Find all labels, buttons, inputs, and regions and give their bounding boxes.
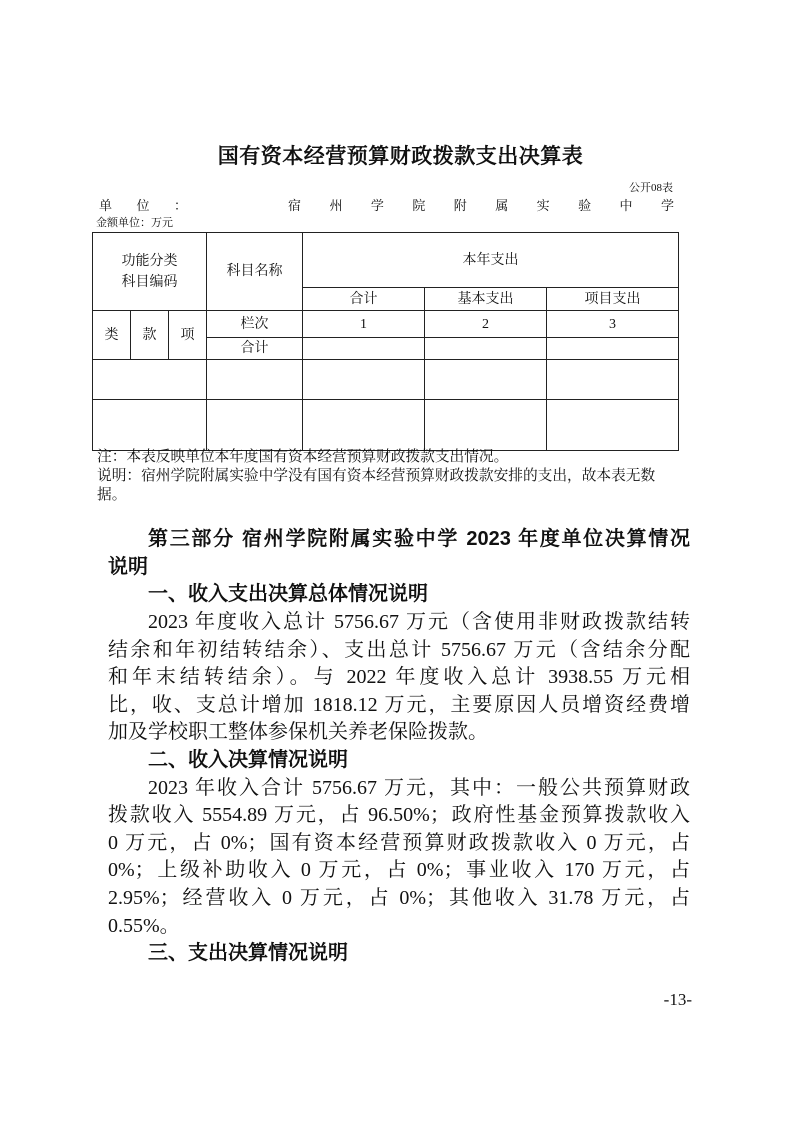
table-cell-empty [547, 400, 679, 451]
expense-table [92, 232, 679, 451]
table-cell-empty [547, 338, 679, 360]
paragraph-line: 0.55%。 [108, 914, 180, 937]
project-expense-header: 项目支出 [547, 288, 679, 311]
table-cell-empty [207, 360, 303, 400]
total-row-label: 合计 [207, 338, 303, 360]
table-cell-empty [547, 360, 679, 400]
paragraph-line: 2.95%；经营收入 0 万元，占 0%；其他收入 31.78 万元，占 [108, 886, 690, 909]
note-line: 注：本表反映单位本年度国有资本经营预算财政拨款支出情况。 [97, 449, 509, 465]
section-heading-expenditure: 三、支出决算情况说明 [148, 942, 348, 965]
table-notes [97, 448, 687, 505]
table-cell-empty [93, 400, 207, 451]
part-heading-continued: 说明 [108, 555, 148, 578]
paragraph-line: 比，收、支总计增加 1818.12 万元，主要原因人员增资经费增 [108, 693, 690, 716]
total-header: 合计 [303, 288, 425, 311]
subject-name-header: 科目名称 [207, 233, 303, 311]
paragraph-line: 和年末结转结余）。与 2022 年度收入总计 3938.55 万元相 [108, 666, 690, 689]
unit-label: 单位： [99, 198, 187, 213]
paragraph-line: 结余和年初结转结余）、支出总计 5756.67 万元（含结余分配 [108, 638, 690, 661]
table-cell-empty [207, 400, 303, 451]
paragraph-line: 2023 年收入合计 5756.67 万元，其中：一般公共预算财政 [148, 776, 690, 799]
explanation-line: 据。 [97, 487, 127, 503]
table-header-row [93, 233, 679, 288]
part-heading: 第三部分 宿州学院附属实验中学 2023 年度单位决算情况 [148, 528, 690, 551]
paragraph-line: 0 万元，占 0%；国有资本经营预算财政拨款收入 0 万元，占 [108, 831, 690, 854]
func-class-label: 功能分类 [121, 253, 178, 269]
paragraph-line: 0%；上级补助收入 0 万元，占 0%；事业收入 170 万元，占 [108, 859, 690, 882]
section-heading-overview: 一、收入支出决算总体情况说明 [148, 583, 428, 606]
paragraph-line: 加及学校职工整体参保机关养老保险拨款。 [108, 721, 488, 744]
section-heading-income: 二、收入决算情况说明 [148, 748, 348, 771]
amount-unit: 金额单位：万元 [96, 217, 173, 229]
part-three-body [108, 526, 690, 968]
table-cell-empty [303, 360, 425, 400]
table-row [93, 360, 679, 400]
func-class-code-header [93, 233, 207, 311]
form-code: 公开08表 [629, 182, 673, 194]
table-title: 国有资本经营预算财政拨款支出决算表 [217, 145, 584, 168]
section-header: 款 [131, 311, 169, 360]
column-no-label: 栏次 [207, 311, 303, 338]
table-cell-empty [303, 338, 425, 360]
basic-expense-header: 基本支出 [425, 288, 547, 311]
table-cell-empty [93, 360, 207, 400]
current-year-expense-header: 本年支出 [303, 233, 679, 288]
column-number-3: 3 [547, 311, 679, 338]
unit-name: 宿州学院附属实验中学 [288, 198, 674, 213]
category-header: 类 [93, 311, 131, 360]
explanation-line: 说明：宿州学院附属实验中学没有国有资本经营预算财政拨款安排的支出，故本表无数 [97, 468, 656, 484]
table-cell-empty [303, 400, 425, 451]
table-cell-empty [425, 360, 547, 400]
paragraph-line: 2023 年度收入总计 5756.67 万元（含使用非财政拨款结转 [148, 610, 690, 633]
column-number-2: 2 [425, 311, 547, 338]
table-row [93, 400, 679, 451]
subject-code-label: 科目编码 [121, 274, 178, 290]
column-number-row [93, 311, 679, 338]
table-cell-empty [425, 400, 547, 451]
item-header: 项 [169, 311, 207, 360]
table-cell-empty [425, 338, 547, 360]
paragraph-line: 拨款收入 5554.89 万元，占 96.50%；政府性基金预算拨款收入 [108, 804, 690, 827]
column-number-1: 1 [303, 311, 425, 338]
page-number: -13- [663, 990, 692, 1009]
